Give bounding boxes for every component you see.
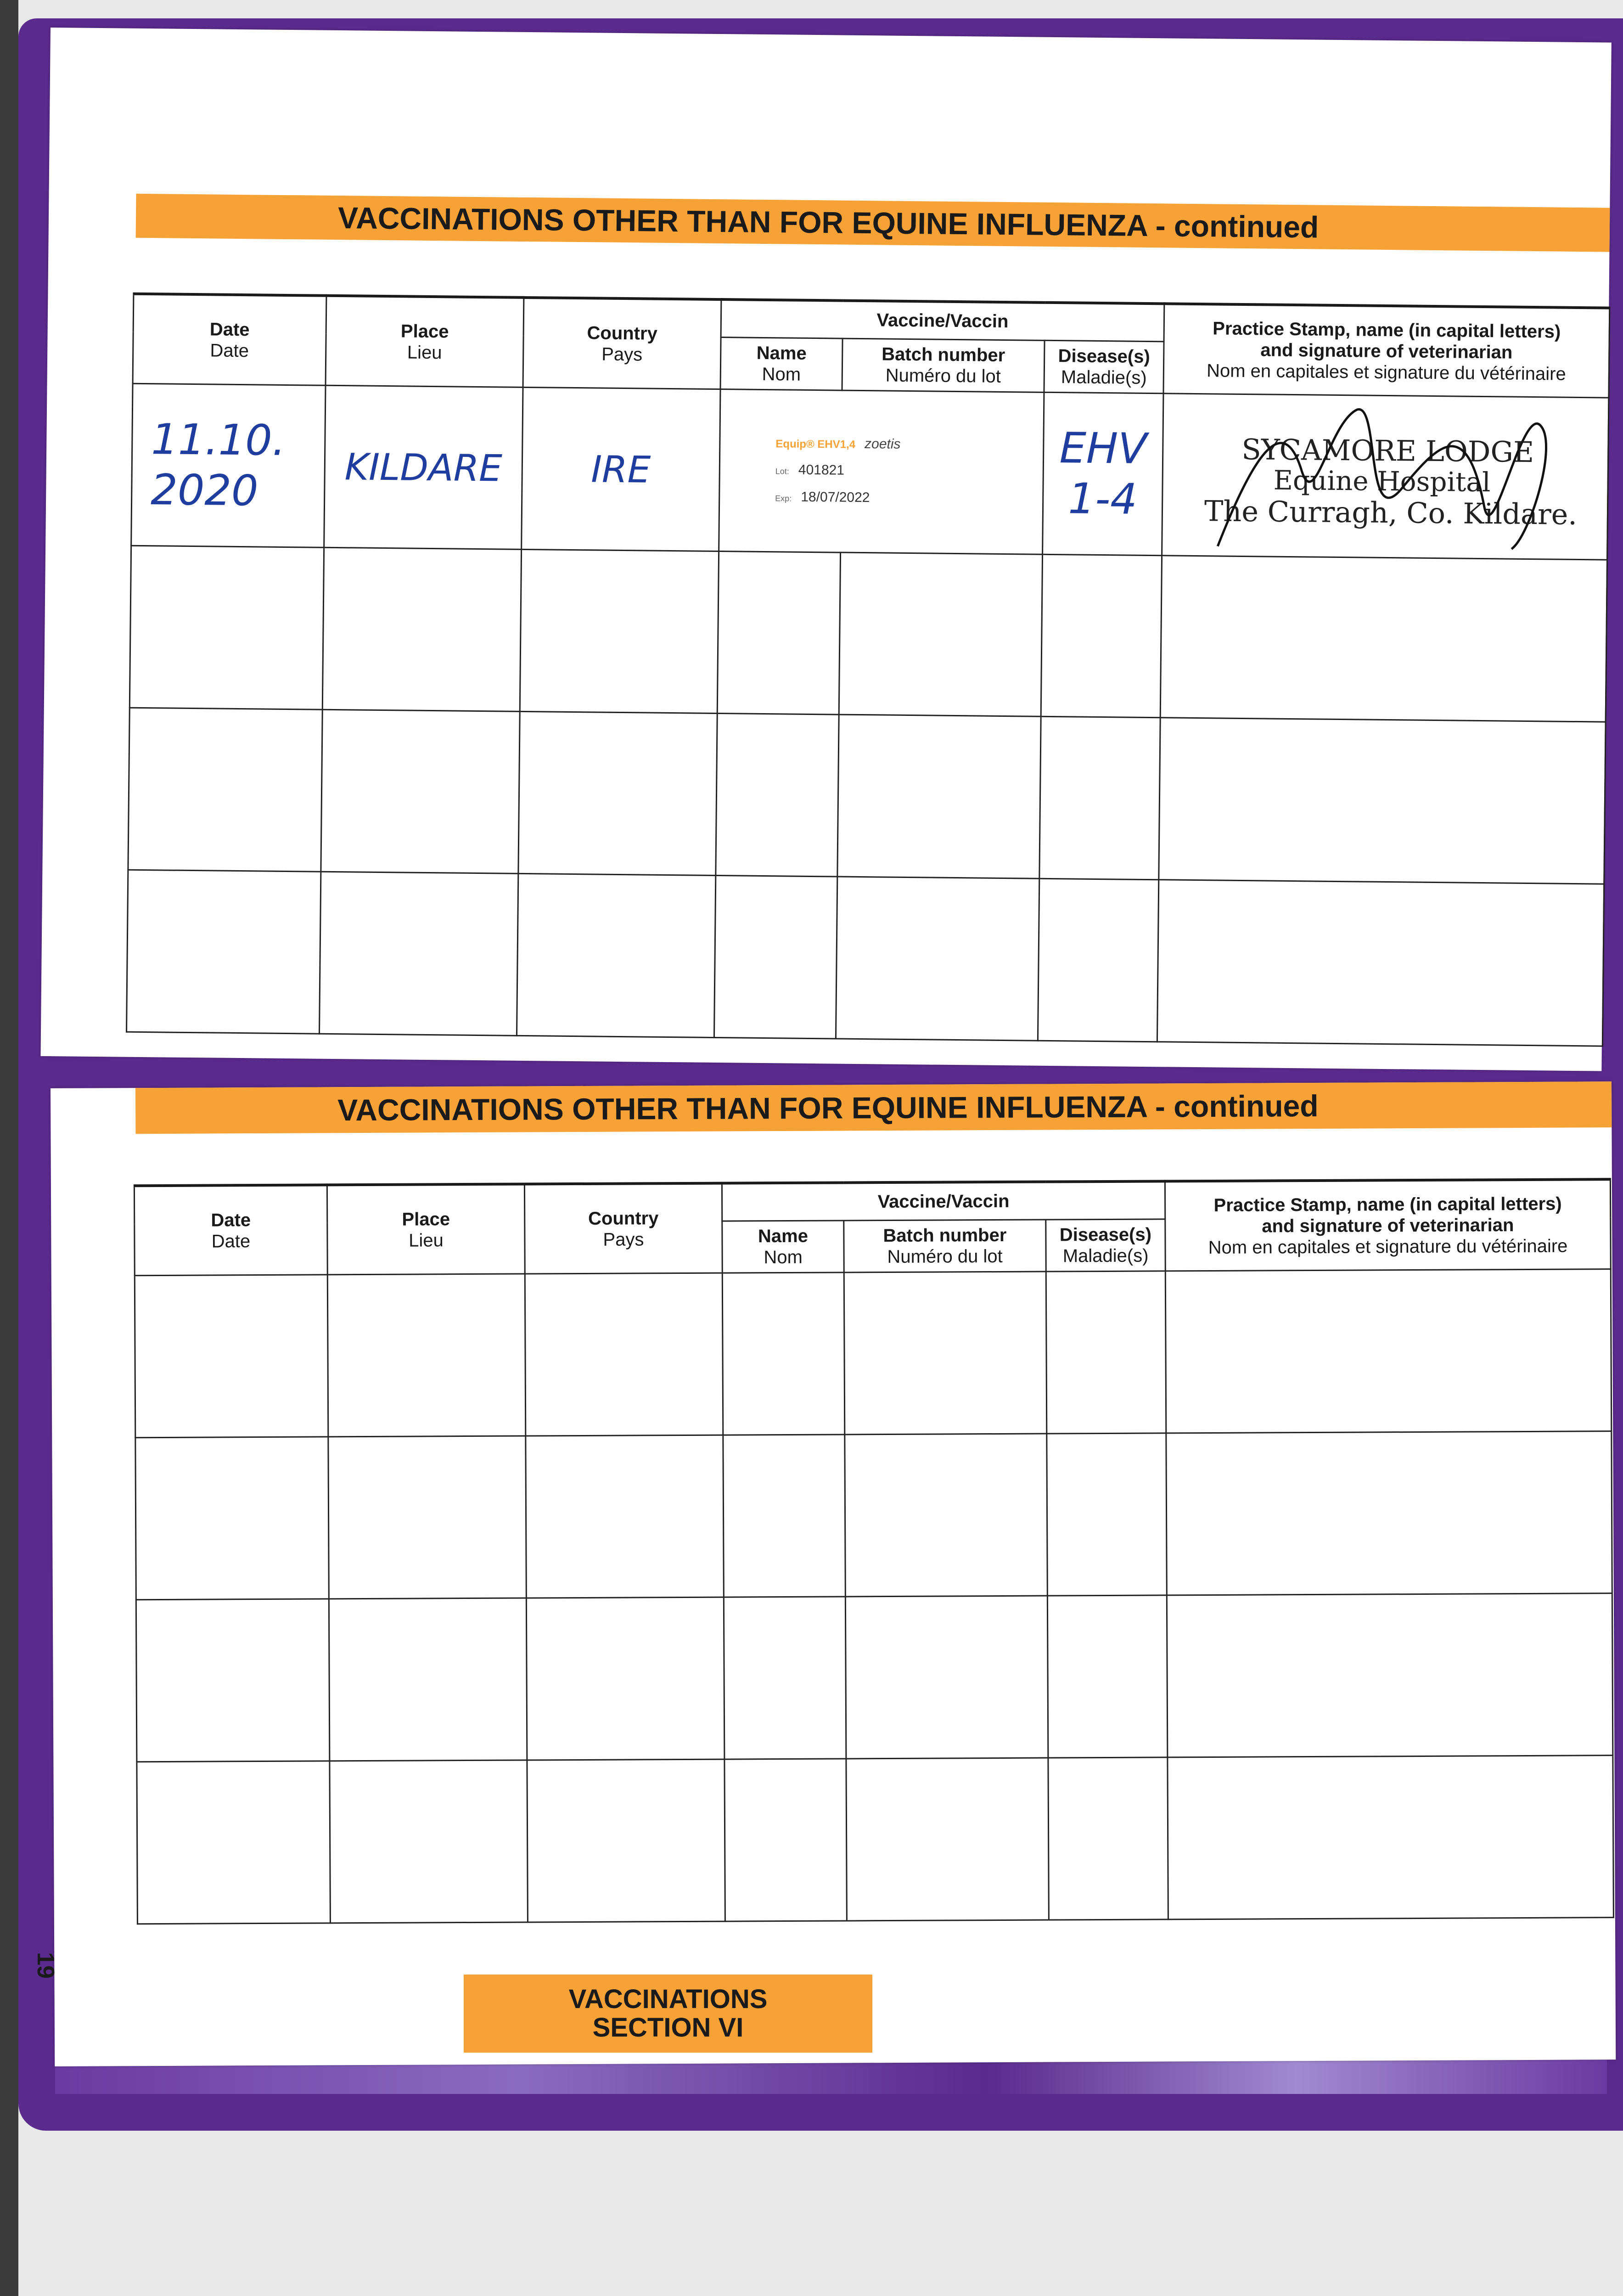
entry-date: 11.10. 2020 (131, 383, 326, 547)
entry-vaccine-sticker: Equip® EHV1,4 zoetis Lot: 401821 Exp: 18/07/2022 (719, 389, 1044, 555)
header-vaccine-group: Vaccine/Vaccin (721, 299, 1164, 342)
table-row (128, 708, 1606, 884)
bottom-banner: VACCINATIONS OTHER THAN FOR EQUINE INFLUENZA - continued (135, 1081, 1612, 1134)
header-name: Name Nom (720, 338, 842, 391)
header-practice-stamp: Practice Stamp, name (in capital letters) and signature of veterinarian Nom en capitales et signature du vétérinaire (1163, 304, 1610, 398)
header-country: Country Pays (524, 1183, 722, 1274)
top-banner: VACCINATIONS OTHER THAN FOR EQUINE INFLUENZA - continued (136, 194, 1610, 252)
entry-practice-stamp (1162, 394, 1609, 560)
section-tab[interactable] (464, 1975, 872, 2053)
bottom-vaccination-table (134, 1178, 1614, 1925)
section-tab-line1: VACCINATIONS (568, 1984, 768, 2014)
header-disease: Disease(s) Maladie(s) (1044, 340, 1164, 393)
entry-disease: EHV 1-4 (1043, 392, 1163, 555)
practice-stamp (1162, 394, 1608, 559)
entry-country: IRE (522, 387, 720, 551)
section-tab-line2: SECTION VI (592, 2013, 744, 2043)
entry-place: KILDARE (324, 385, 523, 549)
scan-edge (0, 0, 18, 2296)
table-header-row (134, 1179, 1610, 1224)
header-batch: Batch number Numéro du lot (842, 338, 1045, 392)
header-date: Date Date (134, 1185, 327, 1275)
table-row (129, 546, 1607, 722)
table-row (135, 1269, 1612, 1438)
svg-text:Equine Hospital: Equine Hospital (1273, 464, 1491, 498)
table-header-row (133, 294, 1610, 346)
top-vaccination-table (126, 293, 1610, 1047)
header-date: Date Date (133, 294, 326, 386)
header-batch: Batch number Numéro du lot (844, 1220, 1046, 1272)
header-disease: Disease(s) Maladie(s) (1046, 1219, 1165, 1272)
svg-text:The Curragh, Co. Kildare.: The Curragh, Co. Kildare. (1204, 494, 1578, 531)
signature-icon (1162, 394, 1605, 554)
svg-text:SYCAMORE LODGE: SYCAMORE LODGE (1241, 432, 1534, 469)
table-row (136, 1593, 1613, 1762)
table-row (135, 1431, 1612, 1600)
top-page (40, 28, 1611, 1071)
table-row (127, 870, 1604, 1046)
header-practice-stamp: Practice Stamp, name (in capital letters) and signature of veterinarian Nom en capitales et signature du vétérinaire (1165, 1179, 1611, 1271)
table-row (137, 1756, 1614, 1924)
header-place: Place Lieu (327, 1184, 525, 1274)
header-name: Name Nom (722, 1221, 844, 1273)
bottom-page (51, 1081, 1616, 2066)
header-country: Country Pays (523, 298, 721, 389)
table-row (131, 383, 1609, 560)
header-place: Place Lieu (326, 296, 524, 388)
page-number: 19 (32, 1952, 59, 1979)
header-vaccine-group: Vaccine/Vaccin (722, 1181, 1165, 1221)
